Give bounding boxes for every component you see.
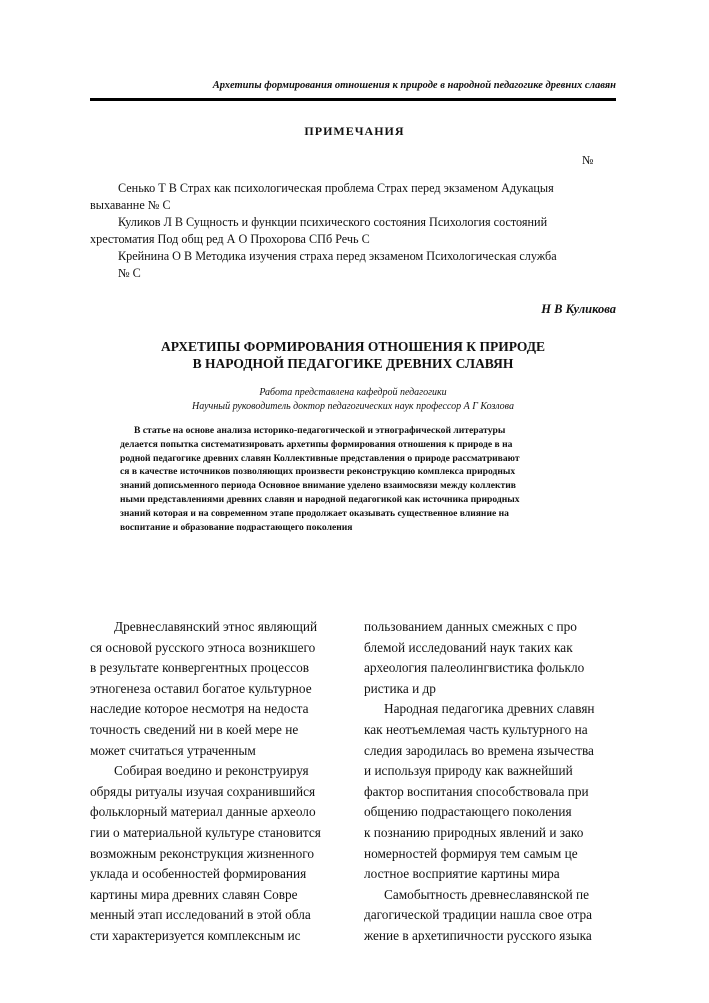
running-head: Архетипы формирования отношения к природе в народной педагогике древних славян [212,80,616,91]
supervisor: Научный руководитель доктор педагогических наук профессор А Г Козлова [192,401,514,412]
body-line: может считаться утраченным [90,742,256,758]
abstract-line: знаний которая и на современном этапе продолжает оказывать существенное влияние на [120,507,509,519]
body-line: ся основой русского этноса возникшего [90,639,316,655]
body-line: точность сведений ни в коей мере не [90,721,299,737]
title-line: АРХЕТИПЫ ФОРМИРОВАНИЯ ОТНОШЕНИЯ К ПРИРОДЕ [160,339,546,354]
body-line: блемой исследований наук таких как [364,639,573,655]
reference-2 [90,214,616,248]
body-column-left [90,617,342,947]
body-line: фольклорный материал данные археоло [90,804,316,820]
body-line: к познанию природных явлений и зако [364,824,584,840]
body-line: как неотъемлемая часть культурного на [364,721,588,737]
article-title [90,338,616,372]
abstract-line: ся в качестве источников позволяющих произвести реконструкцию комплекса природных [120,466,516,478]
body-line: картины мира древних славян Совре [90,886,298,902]
header-rule [90,98,616,101]
body-line: возможным реконструкция жизненного [90,845,315,861]
reference-line: хрестоматия Под общ ред А О Прохорова СПб Речь С [90,232,370,246]
author-name: Н В Куликова [541,302,616,316]
abstract-line: знаний дописьменного периода Основное внимание уделено взаимосвязи между коллектив [120,480,516,492]
body-line: жение в архетипичности русского языка [364,927,592,943]
notes-title: ПРИМЕЧАНИЯ [304,124,405,138]
reference-line: Крейнина О В Методика изучения страха перед экзаменом Психологическая служба [118,249,557,263]
body-line: менный этап исследований в этой обла [90,907,311,923]
reference-line: Сенько Т В Страх как психологическая проблема Страх перед экзаменом Адукацыя [118,181,554,195]
body-line: обряды ритуалы изучая сохранившийся [90,783,316,799]
body-column-right [364,617,616,947]
body-line: дагогической традиции нашла свое отра [364,907,593,923]
reference-3 [90,248,616,282]
abstract-line: делается попытка систематизировать архетипы формирования отношения к природе в на [120,438,513,450]
number-sign: № [582,153,594,167]
abstract-line: ными представлениями древних славян и народной педагогикой как источника природных [120,493,520,505]
abstract-line: воспитание и образование подрастающего поколения [120,521,353,533]
body-line: Собирая воедино и реконструируя [114,763,309,779]
presented-by: Работа представлена кафедрой педагогики [259,387,447,398]
abstract-line: родной педагогике древних славян Коллективные представления о природе рассматривают [120,452,520,464]
body-line: пользованием данных смежных с про [364,619,577,634]
body-line: в результате конвергентных процессов [90,660,310,676]
reference-1 [90,180,616,214]
abstract-line: В статье на основе анализа историко-педагогической и этнографической литературы [134,425,506,436]
body-line: и используя природу как важнейший [364,763,573,779]
reference-line: выхаванне № С [90,198,171,212]
body-line: фактор воспитания способствовала при [364,783,589,799]
body-line: наследие которое несмотря на недоста [90,701,309,717]
body-line: следия зародилась во времена язычества [364,742,594,758]
body-line: Народная педагогика древних славян [384,701,595,717]
body-line: ристика и др [364,680,436,696]
body-line: этногенеза оставил богатое культурное [90,680,312,696]
body-line: гии о материальной культуре становится [90,824,321,840]
abstract [120,424,586,534]
body-line: сти характеризуется комплексным ис [90,927,301,943]
body-line: лостное восприятие картины мира [364,866,560,882]
body-line: общению подрастающего поколения [364,804,572,820]
body-line: археология палеолингвистика фолькло [364,660,585,676]
body-line: Древнеславянский этнос являющий [114,619,318,634]
body-line: Самобытность древнеславянской пе [384,886,590,902]
body-line: уклада и особенностей формирования [90,866,307,882]
body-line: номерностей формируя тем самым це [364,845,578,861]
reference-line: Куликов Л В Сущность и функции психического состояния Психология состояний [118,215,548,229]
title-line: В НАРОДНОЙ ПЕДАГОГИКЕ ДРЕВНИХ СЛАВЯН [192,356,514,371]
reference-line: № С [118,266,141,280]
